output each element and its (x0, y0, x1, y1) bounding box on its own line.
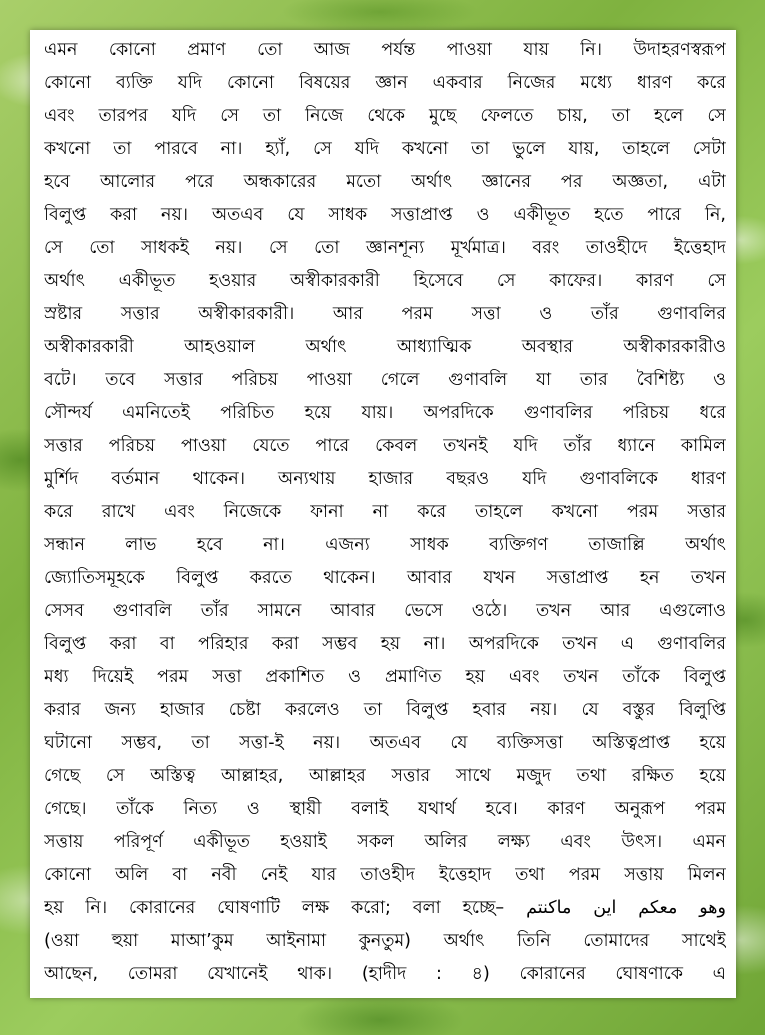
text-line: হবে আলোর পরে অন্ধকারের মতো অর্থাৎ জ্ঞানের পর অজ্ঞতা, এটা (44, 172, 726, 192)
text-line: গেছে। তাঁকে নিত্য ও স্থায়ী বলাই যথার্থ হবে। কারণ অনুরূপ পরম (44, 799, 726, 819)
text-line: ঘটানো সম্ভব, তা সত্তা-ই নয়। অতএব যে ব্যক্তিসত্তা অস্তিত্বপ্রাপ্ত হয়ে (44, 733, 726, 753)
text-line: অর্থাৎ একীভূত হওয়ার অস্বীকারকারী হিসেবে সে কাফের। কারণ সে (44, 271, 726, 291)
text-line: অস্বীকারকারী আহওয়াল অর্থাৎ আধ্যাত্মিক অবস্থার অস্বীকারকারীও (44, 337, 726, 357)
text-line: এবং তারপর যদি সে তা নিজে থেকে মুছে ফেলতে চায়, তা হলে সে (44, 106, 726, 126)
text-line: করার জন্য হাজার চেষ্টা করলেও তা বিলুপ্ত হবার নয়। যে বস্তুর বিলুপ্তি (44, 700, 726, 720)
text-line: এমন কোনো প্রমাণ তো আজ পর্যন্ত পাওয়া যায় নি। উদাহরণস্বরূপ (44, 40, 726, 60)
text-line: হয় নি। কোরানের ঘোষণাটি লক্ষ করো; বলা হচ্ছে– وهو معكم اين ماكنتم (44, 898, 726, 918)
text-line: সত্তার পরিচয় পাওয়া যেতে পারে কেবল তখনই যদি তাঁর ধ্যানে কামিল (44, 436, 726, 456)
text-line: করে রাখে এবং নিজেকে ফানা না করে তাহলে কখনো পরম সত্তার (44, 502, 726, 522)
text-line: মধ্য দিয়েই পরম সত্তা প্রকাশিত ও প্রমাণিত হয় এবং তখন তাঁকে বিলুপ্ত (44, 667, 726, 687)
text-line: সৌন্দর্য এমনিতেই পরিচিত হয়ে যায়। অপরদিকে গুণাবলির পরিচয় ধরে (44, 403, 726, 423)
text-line: জ্যোতিসমূহকে বিলুপ্ত করতে থাকেন। আবার যখন সত্তাপ্রাপ্ত হন তখন (44, 568, 726, 588)
text-line: কোনো ব্যক্তি যদি কোনো বিষয়ের জ্ঞান একবার নিজের মধ্যে ধারণ করে (44, 73, 726, 93)
text-line: মুর্শিদ বর্তমান থাকেন। অন্যথায় হাজার বছরও যদি গুণাবলিকে ধারণ (44, 469, 726, 489)
text-line: সে তো সাধকই নয়। সে তো জ্ঞানশূন্য মূর্খমাত্র। বরং তাওহীদে ইত্তেহাদ (44, 238, 726, 258)
text-line: কোনো অলি বা নবী নেই যার তাওহীদ ইত্তেহাদ তথা পরম সত্তায় মিলন (44, 865, 726, 885)
text-line: সেসব গুণাবলি তাঁর সামনে আবার ভেসে ওঠে। তখন আর এগুলোও (44, 601, 726, 621)
text-line: বটে। তবে সত্তার পরিচয় পাওয়া গেলে গুণাবলি যা তার বৈশিষ্ট্য ও (44, 370, 726, 390)
text-page (30, 30, 736, 998)
text-line: আছেন, তোমরা যেখানেই থাক। (হাদীদ : ৪) কোরানের ঘোষণাকে এ (44, 964, 726, 984)
text-line: (ওয়া হুয়া মাআ’কুম আইনামা কুনতুম) অর্থাৎ তিনি তোমাদের সাথেই (44, 931, 726, 951)
text-line: বিলুপ্ত করা নয়। অতএব যে সাধক সত্তাপ্রাপ্ত ও একীভূত হতে পারে নি, (44, 205, 726, 225)
text-line: কখনো তা পারবে না। হ্যাঁ, সে যদি কখনো তা ভুলে যায়, তাহলে সেটা (44, 139, 726, 159)
text-line: সন্ধান লাভ হবে না। এজন্য সাধক ব্যক্তিগণ তাজাল্লি অর্থাৎ (44, 535, 726, 555)
text-line: সত্তায় পরিপূর্ণ একীভূত হওয়াই সকল অলির লক্ষ্য এবং উৎস। এমন (44, 832, 726, 852)
text-line: গেছে সে অস্তিত্ব আল্লাহর, আল্লাহর সত্তার সাথে মজুদ তথা রক্ষিত হয়ে (44, 766, 726, 786)
text-line: স্রষ্টার সত্তার অস্বীকারকারী। আর পরম সত্তা ও তাঁর গুণাবলির (44, 304, 726, 324)
text-line: বিলুপ্ত করা বা পরিহার করা সম্ভব হয় না। অপরদিকে তখন এ গুণাবলির (44, 634, 726, 654)
